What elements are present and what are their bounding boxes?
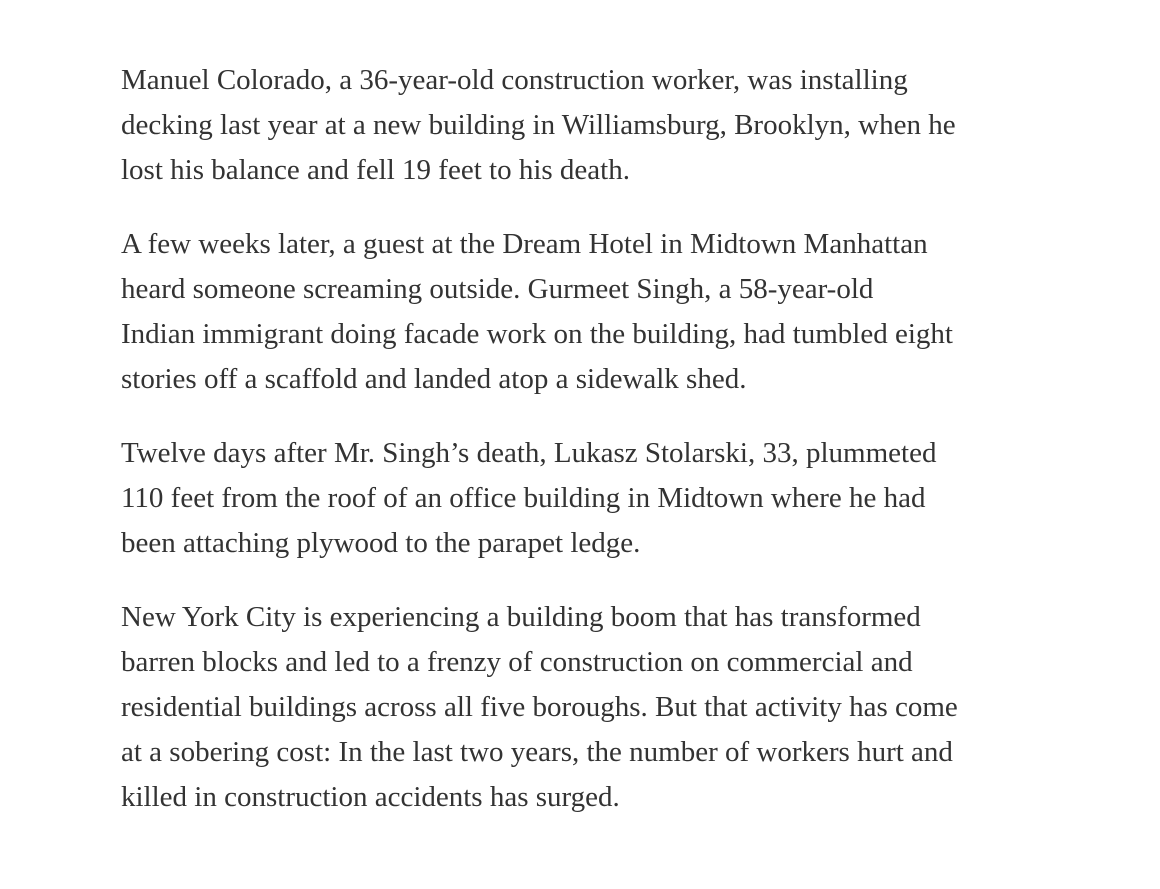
article-body (121, 58, 1081, 849)
article-paragraph: New York City is experiencing a building boom that has transformed barren blocks and led to a frenzy of construction on commercial and residential buildings across all five boroughs. But that activity has come at a sobering cost: In the last two years, the number of workers hurt and killed in construction accidents has surged. (121, 601, 958, 813)
article-paragraph: Manuel Colorado, a 36-year-old construction worker, was installing decking last year at a new building in Williamsburg, Brooklyn, when he lost his balance and fell 19 feet to his death. (121, 64, 956, 186)
article-paragraph: Twelve days after Mr. Singh’s death, Lukasz Stolarski, 33, plummeted 110 feet from the roof of an office building in Midtown where he had been attaching plywood to the parapet ledge. (121, 437, 937, 559)
article-paragraph: A few weeks later, a guest at the Dream Hotel in Midtown Manhattan heard someone screaming outside. Gurmeet Singh, a 58-year-old Indian immigrant doing facade work on the building, had tumbled eight stories off a scaffold and landed atop a sidewalk shed. (121, 228, 953, 395)
